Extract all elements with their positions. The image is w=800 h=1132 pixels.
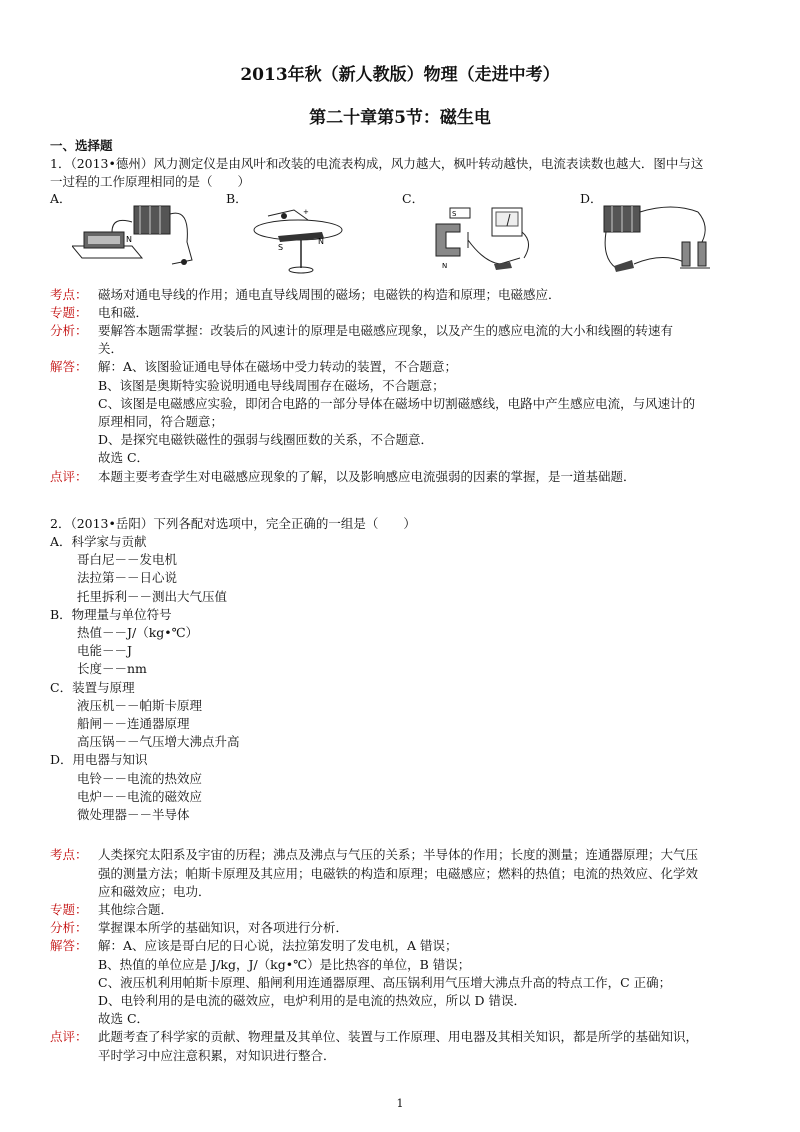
q2-kaodian-row <box>50 846 755 864</box>
q1-zhuanti-tag: 专题： <box>50 304 88 320</box>
q1-jieda-b: B、该图是奥斯特实验说明通电导线周围存在磁场，不合题意； <box>98 377 445 393</box>
q1-option-c-label: C． <box>402 190 425 206</box>
q1-analysis <box>50 286 755 486</box>
q1-fenxi-tag: 分析： <box>50 323 88 339</box>
q2-stem: 2．（2013•岳阳）下列各配对选项中，完全正确的一组是（ ） <box>50 515 416 531</box>
q2-option-d-item: 电炉－－电流的磁效应 <box>77 788 203 804</box>
q2-jieda-c: C、液压机利用帕斯卡原理、船闸利用连通器原理、高压锅利用气压增大沸点升高的特点工作，C 正确； <box>98 974 672 990</box>
question-1 <box>50 155 755 486</box>
q2-jieda-end: 故选 C． <box>98 1011 150 1027</box>
q1-stem-line2: 一过程的工作原理相同的是（ ） <box>50 174 251 190</box>
q1-dianping-tag: 点评： <box>50 468 88 484</box>
q2-jieda-d: D、电铃利用的是电流的磁效应，电炉利用的是电流的热效应，所以 D 错误． <box>98 992 526 1008</box>
q2-dianping-row <box>50 1028 755 1046</box>
q1-option-d-label: D． <box>580 190 603 206</box>
q2-fenxi-tag: 分析： <box>50 920 88 936</box>
q2-dianping-line1: 此题考查了科学家的贡献、物理量及其单位、装置与工作原理、用电器及其相关知识，都是所学的基础知识， <box>98 1029 699 1045</box>
q2-jieda-a: 解：A、应该是哥白尼的日心说，法拉第发明了发电机，A 错误； <box>98 938 458 954</box>
q2-jieda-row <box>50 937 755 955</box>
q2-option-b-head: B．物理量与单位符号 <box>50 606 172 622</box>
q2-jieda-b: B、热值的单位应是 J/kg，J/（kg•℃）是比热容的单位，B 错误； <box>98 956 471 972</box>
q1-dianping-row <box>50 468 755 486</box>
document-content <box>50 137 755 1065</box>
q2-kaodian-tag: 考点： <box>50 847 88 863</box>
q2-option-d <box>50 751 755 824</box>
q2-option-c-item: 高压锅－－气压增大沸点升高 <box>77 734 240 750</box>
q2-option-d-head: D．用电器与知识 <box>50 752 148 768</box>
q1-zhuanti-row <box>50 304 755 322</box>
q2-kaodian-line1: 人类探究太阳系及宇宙的历程；沸点及沸点与气压的关系；半导体的作用；长度的测量；连通器原理；大气压 <box>98 847 699 863</box>
q2-zhuanti-tag: 专题： <box>50 901 88 917</box>
q1-dianping: 本题主要考查学生对电磁感应现象的了解，以及影响感应电流强弱的因素的掌握，是一道基础题． <box>98 468 636 484</box>
document-title: 2013年秋（新人教版）物理（走进中考） <box>240 65 560 85</box>
q2-dianping-line2: 平时学习中应注意积累，对知识进行整合． <box>98 1047 336 1063</box>
q2-zhuanti-row <box>50 901 755 919</box>
motor-apparatus-diagram <box>72 202 212 278</box>
q1-option-a-label: A． <box>50 190 72 206</box>
svg-text:S: S <box>452 209 457 218</box>
q2-option-d-item: 电铃－－电流的热效应 <box>77 770 203 786</box>
q1-zhuanti: 电和磁． <box>98 304 149 320</box>
q2-option-b-item: 热值－－J/（kg•℃） <box>77 625 199 641</box>
q2-option-a <box>50 533 755 606</box>
q1-figures <box>50 190 755 280</box>
svg-text:S: S <box>278 242 284 252</box>
q2-kaodian-line2: 强的测量方法；帕斯卡原理及其应用；电磁铁的构造和原理；电磁感应；燃料的热值；电流的热效应、化学效 <box>98 865 699 881</box>
q2-fenxi: 掌握课本所学的基础知识，对各项进行分析． <box>98 920 349 936</box>
q2-zhuanti: 其他综合题． <box>98 901 174 917</box>
q2-option-c-item: 船闸－－连通器原理 <box>77 716 190 732</box>
q1-option-b-label: B． <box>226 190 248 206</box>
q2-option-a-item: 法拉第－－日心说 <box>77 570 178 586</box>
q2-analysis <box>50 846 755 1064</box>
q1-fenxi-line1: 要解答本题需掌握：改装后的风速计的原理是电磁感应现象，以及产生的感应电流的大小和线圈的转速有 <box>98 323 674 339</box>
q2-option-b-item: 长度－－nm <box>77 661 147 677</box>
page-number: 1 <box>396 1097 404 1110</box>
q1-jieda-end: 故选 C． <box>98 450 150 466</box>
q2-fenxi-row <box>50 919 755 937</box>
svg-text:N: N <box>318 236 324 246</box>
q2-kaodian-line3: 应和磁效应；电功． <box>98 883 211 899</box>
q2-option-a-item: 哥白尼－－发电机 <box>77 552 178 568</box>
question-2 <box>50 515 755 1065</box>
q1-fenxi-row <box>50 322 755 340</box>
q1-jieda-tag: 解答： <box>50 359 88 375</box>
q1-kaodian-tag: 考点： <box>50 286 88 302</box>
q1-kaodian: 磁场对通电导线的作用；通电直导线周围的磁场；电磁铁的构造和原理；电磁感应． <box>98 286 561 302</box>
oersted-experiment-diagram <box>248 202 358 282</box>
q1-fenxi-line2: 关． <box>98 341 124 357</box>
q2-option-a-item: 托里拆利－－测出大气压值 <box>77 588 228 604</box>
q1-jieda-c-line1: C、该图是电磁感应实验，即闭合电路的一部分导体在磁场中切割磁感线，电路中产生感应电流，与风速计的 <box>98 395 696 411</box>
svg-text:N: N <box>126 234 132 244</box>
q2-option-c <box>50 679 755 752</box>
q1-jieda-row <box>50 358 755 376</box>
q2-option-d-item: 微处理器－－半导体 <box>77 807 190 823</box>
q2-option-b <box>50 606 755 679</box>
q2-option-b-item: 电能－－J <box>77 643 133 659</box>
electromagnetic-induction-diagram <box>424 202 544 282</box>
q2-option-a-head: A．科学家与贡献 <box>50 534 147 550</box>
q1-jieda-d: D、是探究电磁铁磁性的强弱与线圈匝数的关系，不合题意． <box>98 432 434 448</box>
q2-option-c-head: C．装置与原理 <box>50 679 135 695</box>
svg-text:+: + <box>303 207 309 216</box>
q1-kaodian-row <box>50 286 755 304</box>
svg-text:N: N <box>442 261 448 270</box>
section-heading: 一、选择题 <box>50 138 113 153</box>
q1-jieda-c-line2: 原理相同，符合题意； <box>98 414 224 430</box>
q2-option-c-item: 液压机－－帕斯卡原理 <box>77 697 203 713</box>
q2-jieda-tag: 解答： <box>50 938 88 954</box>
q2-dianping-tag: 点评： <box>50 1029 88 1045</box>
q1-stem-line1: 1．（2013•德州）风力测定仪是由风叶和改装的电流表构成，风力越大，枫叶转动越快，电流表读数也越大．图中与这 <box>50 156 704 172</box>
document-subtitle: 第二十章第5节：磁生电 <box>309 108 491 128</box>
q1-jieda-a: 解：A、该图验证通电导体在磁场中受力转动的装置，不合题意； <box>98 359 458 375</box>
electromagnet-experiment-diagram <box>602 202 732 282</box>
